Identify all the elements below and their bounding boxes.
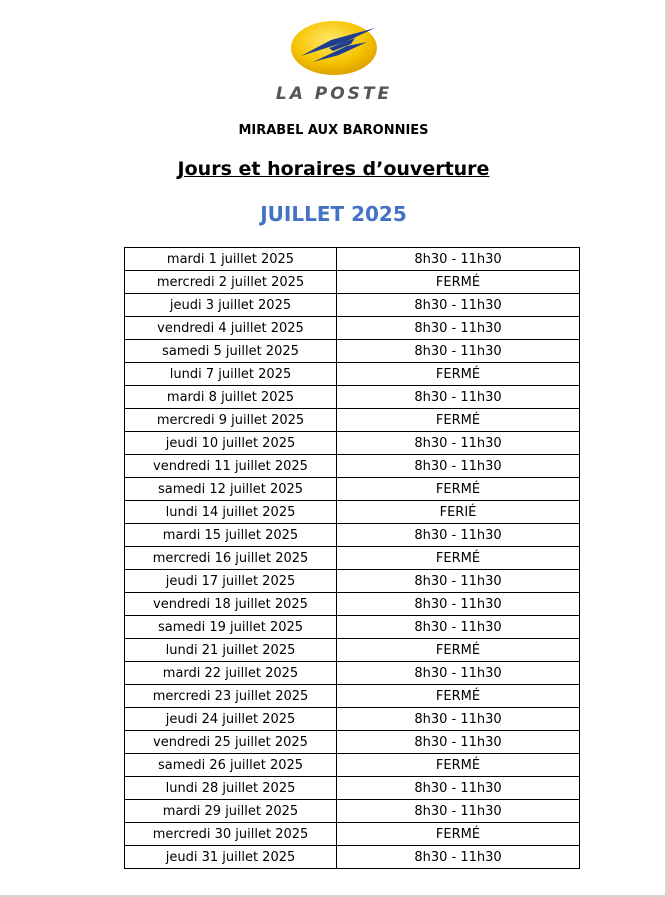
table-row [125, 731, 580, 754]
table-row [125, 432, 580, 455]
hours-cell: FERMÉ [337, 271, 580, 294]
table-row [125, 363, 580, 386]
day-cell: lundi 28 juillet 2025 [125, 777, 337, 800]
hours-cell: 8h30 - 11h30 [337, 616, 580, 639]
day-cell: mercredi 2 juillet 2025 [125, 271, 337, 294]
table-row [125, 317, 580, 340]
schedule-table [124, 247, 580, 869]
town-name: MIRABEL AUX BARONNIES [238, 123, 429, 138]
table-row [125, 547, 580, 570]
table-row [125, 271, 580, 294]
month-heading: JUILLET 2025 [260, 202, 407, 226]
day-cell: vendredi 11 juillet 2025 [125, 455, 337, 478]
schedule-body [125, 248, 580, 869]
day-cell: jeudi 17 juillet 2025 [125, 570, 337, 593]
day-cell: mercredi 9 juillet 2025 [125, 409, 337, 432]
table-row [125, 846, 580, 869]
hours-cell: FERMÉ [337, 685, 580, 708]
hours-cell: 8h30 - 11h30 [337, 294, 580, 317]
table-row [125, 639, 580, 662]
hours-cell: FERMÉ [337, 363, 580, 386]
hours-cell: 8h30 - 11h30 [337, 317, 580, 340]
hours-cell: 8h30 - 11h30 [337, 846, 580, 869]
day-cell: mercredi 16 juillet 2025 [125, 547, 337, 570]
day-cell: lundi 21 juillet 2025 [125, 639, 337, 662]
day-cell: jeudi 10 juillet 2025 [125, 432, 337, 455]
table-row [125, 340, 580, 363]
hours-cell: FERMÉ [337, 754, 580, 777]
table-row [125, 478, 580, 501]
table-row [125, 593, 580, 616]
day-cell: mardi 29 juillet 2025 [125, 800, 337, 823]
day-cell: lundi 14 juillet 2025 [125, 501, 337, 524]
logo-wordmark: LA POSTE [275, 84, 393, 104]
hours-cell: 8h30 - 11h30 [337, 731, 580, 754]
hours-cell: 8h30 - 11h30 [337, 248, 580, 271]
day-cell: vendredi 25 juillet 2025 [125, 731, 337, 754]
table-row [125, 823, 580, 846]
hours-cell: 8h30 - 11h30 [337, 800, 580, 823]
day-cell: vendredi 18 juillet 2025 [125, 593, 337, 616]
day-cell: samedi 26 juillet 2025 [125, 754, 337, 777]
table-row [125, 662, 580, 685]
table-row [125, 777, 580, 800]
table-row [125, 409, 580, 432]
table-row [125, 800, 580, 823]
hours-cell: 8h30 - 11h30 [337, 340, 580, 363]
hours-cell: FERMÉ [337, 823, 580, 846]
table-row [125, 616, 580, 639]
hours-cell: 8h30 - 11h30 [337, 432, 580, 455]
hours-cell: 8h30 - 11h30 [337, 593, 580, 616]
hours-cell: 8h30 - 11h30 [337, 386, 580, 409]
hours-cell: FERMÉ [337, 478, 580, 501]
day-cell: lundi 7 juillet 2025 [125, 363, 337, 386]
table-row [125, 294, 580, 317]
page-title: Jours et horaires d’ouverture [177, 158, 490, 180]
table-row [125, 455, 580, 478]
day-cell: samedi 12 juillet 2025 [125, 478, 337, 501]
day-cell: mardi 1 juillet 2025 [125, 248, 337, 271]
day-cell: mercredi 23 juillet 2025 [125, 685, 337, 708]
day-cell: jeudi 24 juillet 2025 [125, 708, 337, 731]
table-row [125, 754, 580, 777]
table-row [125, 685, 580, 708]
la-poste-bird-icon [289, 18, 379, 78]
day-cell: mardi 15 juillet 2025 [125, 524, 337, 547]
hours-cell: FERMÉ [337, 409, 580, 432]
day-cell: jeudi 31 juillet 2025 [125, 846, 337, 869]
table-row [125, 248, 580, 271]
table-row [125, 501, 580, 524]
table-row [125, 708, 580, 731]
day-cell: jeudi 3 juillet 2025 [125, 294, 337, 317]
day-cell: vendredi 4 juillet 2025 [125, 317, 337, 340]
day-cell: mardi 8 juillet 2025 [125, 386, 337, 409]
table-row [125, 386, 580, 409]
hours-cell: FERIÉ [337, 501, 580, 524]
table-row [125, 524, 580, 547]
hours-cell: 8h30 - 11h30 [337, 708, 580, 731]
hours-cell: FERMÉ [337, 639, 580, 662]
hours-cell: 8h30 - 11h30 [337, 662, 580, 685]
la-poste-logo [264, 18, 404, 108]
day-cell: samedi 19 juillet 2025 [125, 616, 337, 639]
day-cell: samedi 5 juillet 2025 [125, 340, 337, 363]
day-cell: mercredi 30 juillet 2025 [125, 823, 337, 846]
hours-cell: FERMÉ [337, 547, 580, 570]
hours-cell: 8h30 - 11h30 [337, 570, 580, 593]
hours-cell: 8h30 - 11h30 [337, 455, 580, 478]
day-cell: mardi 22 juillet 2025 [125, 662, 337, 685]
hours-cell: 8h30 - 11h30 [337, 524, 580, 547]
table-row [125, 570, 580, 593]
hours-cell: 8h30 - 11h30 [337, 777, 580, 800]
